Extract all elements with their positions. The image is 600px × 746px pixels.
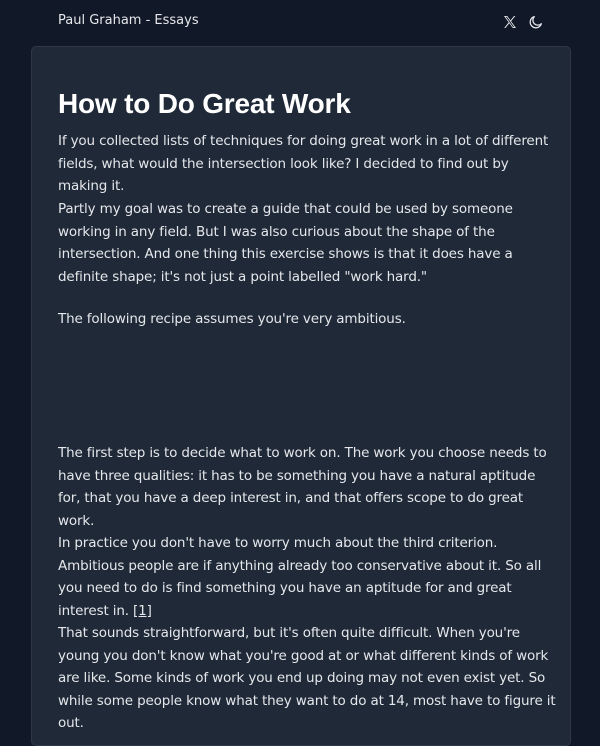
footnote-link[interactable]: [1] (133, 602, 152, 619)
essay-paragraph: The following recipe assumes you're very ambitious. (58, 311, 406, 327)
essay-paragraph (58, 532, 558, 622)
essay-title: How to Do Great Work (58, 88, 351, 119)
x-logo-icon[interactable] (501, 13, 519, 31)
essay-paragraph: That sounds straightforward, but it's often quite difficult. When you're young you don't know what you're good at or what different kinds of work are like. Some kinds of work you end up doing may not even exist yet. So while some people know what they want to do at 14, most have to figure it out. (58, 625, 556, 731)
moon-icon[interactable] (527, 13, 545, 31)
essay-paragraph: The first step is to decide what to work on. The work you choose needs to have three qualities: it has to be something you have a natural aptitude for, that you have a deep interest in, and that offers scope to do great work. (58, 445, 547, 529)
essay-paragraph: If you collected lists of techniques for doing great work in a lot of different fields, what would the intersection look like? I decided to find out by making it. (58, 133, 549, 194)
top-bar (0, 0, 600, 46)
essay-paragraph-text: In practice you don't have to worry much about the third criterion. Ambitious people are if anything already too conservative about it. So all you need to do is find something you have an aptitude for and great interest in. (58, 535, 542, 619)
site-title-link[interactable]: Paul Graham - Essays (58, 13, 199, 28)
essay-card (31, 46, 571, 746)
essay-paragraph: Partly my goal was to create a guide that could be used by someone working in any field. But I was also curious about the shape of the intersection. And one thing this exercise shows is that it does have a definite shape; it's not just a point labelled "work hard." (58, 201, 513, 285)
